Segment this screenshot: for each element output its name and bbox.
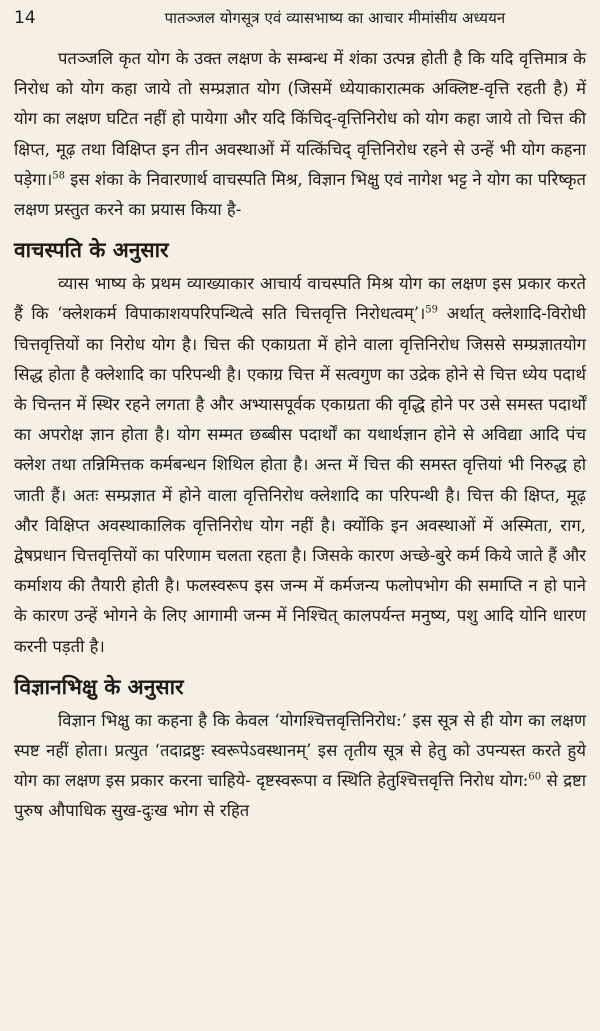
page-number: 14 xyxy=(14,8,36,28)
running-head xyxy=(14,0,586,44)
footnote-ref: 59 xyxy=(425,304,439,316)
footnote-ref: 58 xyxy=(52,170,65,182)
paragraph-intro: पतञ्जलि कृत योग के उक्त लक्षण के सम्बन्ध में शंका उत्पन्न होती है कि यदि वृत्तिमात्र के निरोध को योग कहा जाये तो सम्प्रज्ञात योग (जिसमें ध्येयाकारात्मक अक्लिष्ट-वृत्ति रहती है) में योग का लक्षण घटित नहीं हो पायेगा और यदि किंचिद्-वृत्तिनिरोध को योग कहा जाये तो चित्त की क्षिप्त, मूढ़ तथा विक्षिप्त इन तीन अवस्थाओं में यत्किंचिद् वृत्तिनिरोध रहने से उन्हें भी योग कहना पड़ेगा।$^{58}$ इस शंका के निवारणार्थ वाचस्पति मिश्र, विज्ञान भिक्षु एवं नागेश भट्ट ने योग का परिष्कृत लक्षण प्रस्तुत करने का प्रयास किया है- xyxy=(14,49,586,220)
footnote-ref: 60 xyxy=(528,771,542,783)
running-title: पातञ्जल योगसूत्र एवं व्यासभाष्य का आचार मीमांसीय अध्ययन xyxy=(164,9,506,27)
section-heading-vijnanabhikshu: विज्ञानभिक्षु के अनुसार xyxy=(14,674,184,699)
section-heading-vachaspati: वाचस्पति के अनुसार xyxy=(14,238,169,263)
paragraph-vachaspati: व्यास भाष्य के प्रथम व्याख्याकार आचार्य वाचस्पति मिश्र योग का लक्षण इस प्रकार करते हैं कि ‘क्लेशकर्म विपाकाशयपरिपन्थित्वे सति चित्तवृत्ति निरोधत्वम्’।$^{59}$ अर्थात् क्लेशादि-विरोधी चित्तवृत्तियों का निरोध योग है। चित्त की एकाग्रता में होने वाला वृत्तिनिरोध जिससे सम्प्रज्ञातयोग सिद्ध होता है क्लेशादि का परिपन्थी है। एकाग्र चित्त में सत्वगुण का उद्रेक होने से चित्त ध्येय पदार्थ के चिन्तन में स्थिर रहने लगता है और अभ्यासपूर्वक एकाग्रता की वृद्धि होने पर उसे समस्त पदार्थों का अपरोक्ष ज्ञान होता है। योग सम्मत छब्बीस पदार्थों का यथार्थज्ञान होने से अविद्या आदि पंच क्लेश तथा तन्निमित्तक कर्मबन्धन शिथिल होता है। अन्त में चित्त की समस्त वृत्तियां भी निरुद्ध हो जाती हैं। अतः सम्प्रज्ञात में होने वाला वृत्तिनिरोध क्लेशादि का परिपन्थी है। चित्त की क्षिप्त, मूढ़ और विक्षिप्त अवस्थाकालिक वृत्तिनिरोध योग नहीं है। क्योंकि इन अवस्थाओं में अस्मिता, राग, द्वेषप्रधान चित्तवृत्तियों का परिणाम चलता रहता है। जिसके कारण अच्छे-बुरे कर्म किये जाते हैं और कर्माशय की तैयारी होती है। फलस्वरूप इस जन्म में कर्मजन्य फलोपभोग की समाप्ति न हो पाने के कारण उन्हें भोगने के लिए आगामी जन्म में निश्चित् कालपर्यन्त मनुष्य, पशु आदि योनि धारण करनी पड़ती है। xyxy=(14,274,586,656)
paragraph-vijnanabhikshu: विज्ञान भिक्षु का कहना है कि केवल ‘योगश्चित्तवृत्तिनिरोध:’ इस सूत्र से ही योग का लक्षण स्पष्ट नहीं होता। प्रत्युत ‘तदाद्रष्टुः स्वरूपेऽवस्थानम्’ इस तृतीय सूत्र से हेतु को उपन्यस्त करते हुये योग का लक्षण इस प्रकार करना चाहिये- दृष्टस्वरूपा व स्थिति हेतुश्चित्तवृत्ति निरोध योग:$^{60}$ से द्रष्टा पुरुष औपाधिक सुख-दुःख भोग से रहित xyxy=(14,710,586,821)
